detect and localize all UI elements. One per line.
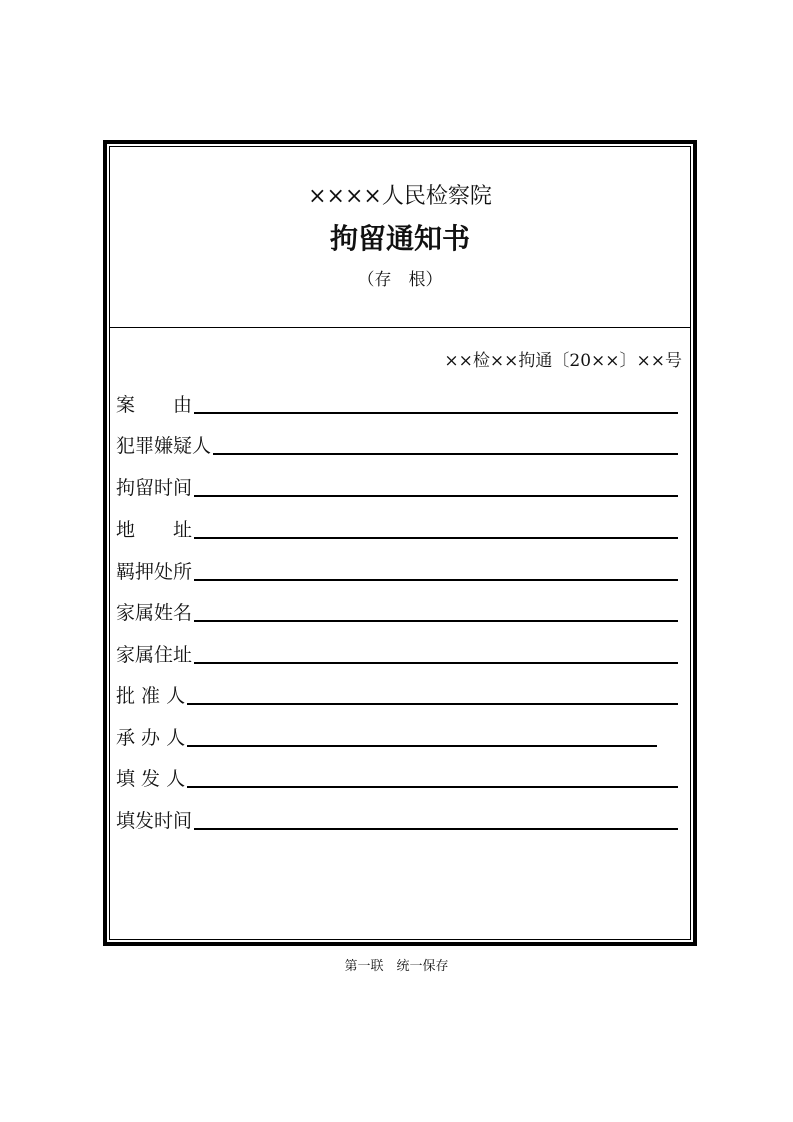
document-title: 拘留通知书 [329, 222, 470, 255]
field-label: 拘留时间 [116, 477, 193, 499]
header-divider [110, 327, 690, 328]
field-input-line[interactable] [194, 495, 678, 497]
field-input-line[interactable] [194, 537, 678, 539]
field-input-line[interactable] [213, 453, 678, 455]
inner-border [109, 146, 691, 940]
field-input-line[interactable] [194, 620, 678, 622]
form-field [116, 553, 678, 583]
form-field [116, 386, 678, 416]
form-field [116, 511, 678, 541]
field-input-line[interactable] [187, 703, 678, 705]
field-label: 犯罪嫌疑人 [116, 435, 212, 457]
field-label: 承 办 人 [116, 727, 186, 749]
field-label: 家属住址 [116, 644, 193, 666]
field-label: 填发时间 [116, 810, 193, 832]
field-input-line[interactable] [194, 662, 678, 664]
form-field [116, 594, 678, 624]
document-number: ××检××拘通〔20××〕××号 [444, 351, 682, 371]
field-input-line[interactable] [194, 412, 678, 414]
stub-form-border [103, 140, 697, 946]
field-input-line[interactable] [194, 579, 678, 581]
field-label: 填 发 人 [116, 768, 186, 790]
form-field [116, 636, 678, 666]
field-label: 家属姓名 [116, 602, 193, 624]
form-field [116, 802, 678, 832]
form-field [116, 719, 657, 749]
field-label: 羁押处所 [116, 561, 193, 583]
field-input-line[interactable] [187, 786, 678, 788]
form-field [116, 677, 678, 707]
agency-name: ××××人民检察院 [308, 184, 492, 209]
field-label: 案 由 [116, 394, 193, 416]
field-input-line[interactable] [187, 745, 657, 747]
field-label: 批 准 人 [116, 685, 186, 707]
form-field [116, 760, 678, 790]
footer-note: 第一联 统一保存 [344, 959, 449, 974]
form-field [116, 427, 678, 457]
document-subtitle: （存 根） [357, 270, 443, 290]
field-input-line[interactable] [194, 828, 678, 830]
form-field [116, 469, 678, 499]
field-label: 地 址 [116, 519, 193, 541]
